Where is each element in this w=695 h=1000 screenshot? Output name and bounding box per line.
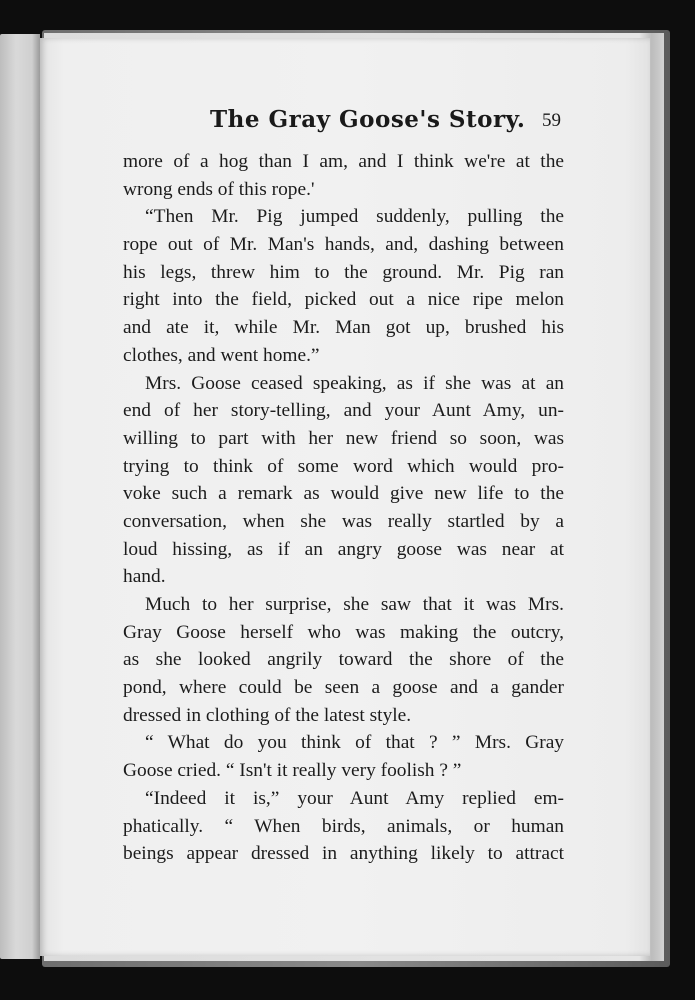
text-line: trying to think of some word which would pro- xyxy=(123,455,564,477)
text-line: end of her story-telling, and your Aunt Amy, un- xyxy=(123,400,564,422)
text-line: and ate it, while Mr. Man got up, brushed his xyxy=(123,317,564,339)
text-line: Much to her surprise, she saw that it was Mrs. xyxy=(145,594,564,615)
text-line: voke such a remark as would give new life to the xyxy=(123,483,564,505)
text-line: as she looked angrily toward the shore of the xyxy=(123,649,564,671)
text-line: “Then Mr. Pig jumped suddenly, pulling the xyxy=(145,206,564,228)
text-line: dressed in clothing of the latest style. xyxy=(123,704,412,726)
text-line: rope out of Mr. Man's hands, and, dashing between xyxy=(123,234,564,256)
text-line: beings appear dressed in anything likely to attract xyxy=(123,843,564,865)
text-line: pond, where could be seen a goose and a gander xyxy=(123,677,564,699)
text-line: wrong ends of this rope.' xyxy=(123,178,315,200)
text-line: loud hissing, as if an angry goose was near at xyxy=(123,538,564,560)
body-text xyxy=(123,148,564,868)
text-line: more of a hog than I am, and I think we're at the xyxy=(123,151,564,172)
text-line: “ What do you think of that ? ” Mrs. Gray xyxy=(145,732,564,754)
text-line: right into the field, picked out a nice ripe melon xyxy=(123,289,564,311)
text-line: hand. xyxy=(123,566,166,588)
text-line: Gray Goose herself who was making the outcry, xyxy=(123,621,564,643)
text-line: “Indeed it is,” your Aunt Amy replied em- xyxy=(145,787,564,809)
text-line: Mrs. Goose ceased speaking, as if she was at an xyxy=(145,372,564,394)
text-line: his legs, threw him to the ground. Mr. Pig ran xyxy=(123,261,564,283)
text-line: willing to part with her new friend so soon, was xyxy=(123,427,564,449)
page-number: 59 xyxy=(542,110,561,131)
text-line: clothes, and went home.” xyxy=(123,344,320,366)
text-line: phatically. “ When birds, animals, or human xyxy=(123,815,564,837)
text-line: conversation, when she was really startled by a xyxy=(123,510,564,532)
text-line: Goose cried. “ Isn't it really very foolish ? ” xyxy=(123,760,462,782)
facing-page-edge xyxy=(0,34,40,959)
running-title: The Gray Goose's Story. xyxy=(210,106,526,133)
